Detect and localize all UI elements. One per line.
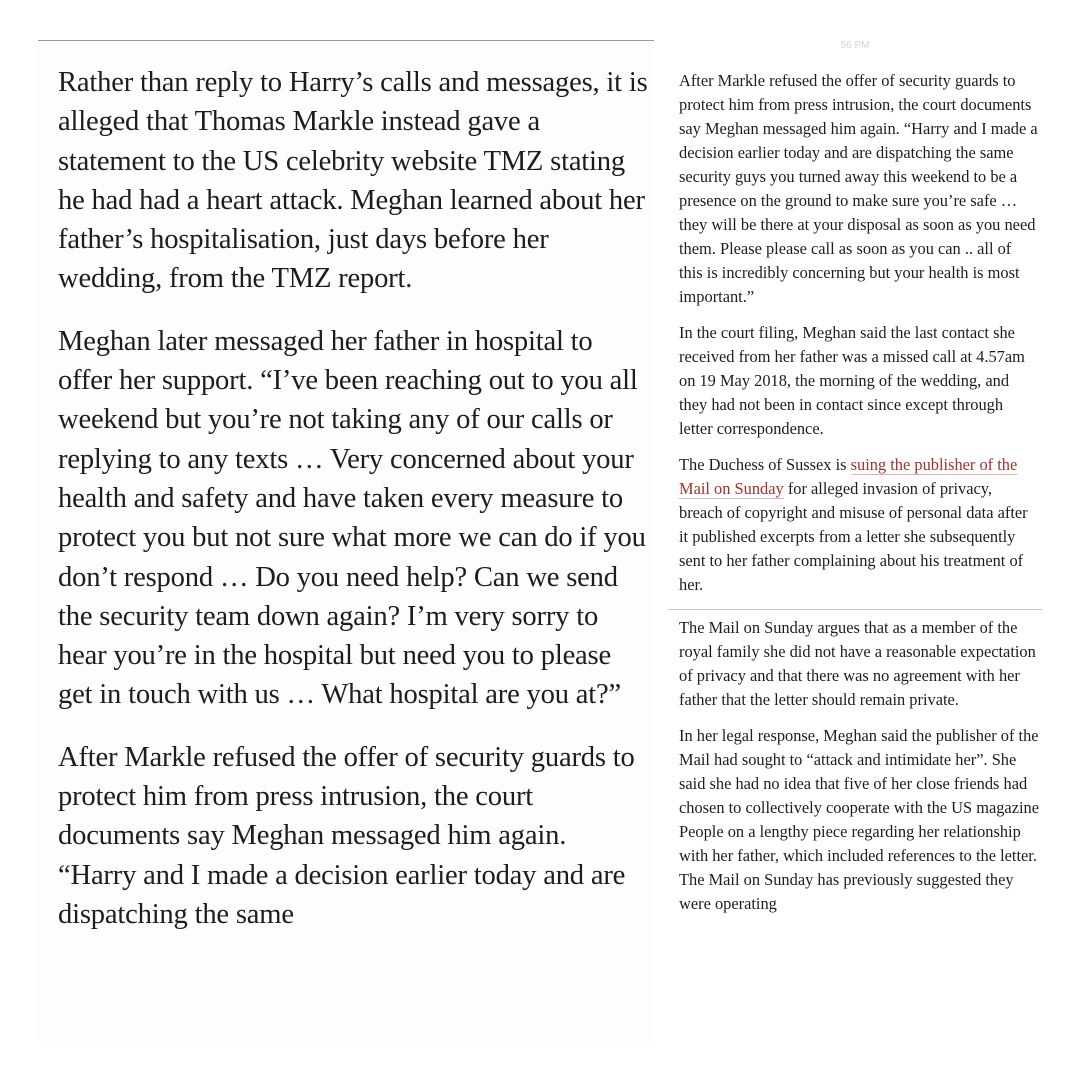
article-paragraph: After Markle refused the offer of security guards to protect him from press intrusion, the court documents say Meghan messaged him again. “Harry and I made a decision earlier today and are dispatching the same security guys you turned away this weekend to be a presence on the ground to make sure you’re safe … they will be there at your disposal as soon as you need them. Please please call as soon as you can .. all of this is incredibly concerning but your health is most important.” bbox=[679, 71, 1038, 306]
left-article-screenshot bbox=[38, 40, 654, 1041]
text-before-link: The Duchess of Sussex is bbox=[679, 455, 851, 474]
article-paragraph: The Mail on Sunday argues that as a member of the royal family she did not have a reasonable expectation of privacy and that there was no agreement with her father that the letter should remain private. bbox=[679, 618, 1036, 709]
status-bar bbox=[668, 40, 1042, 56]
divider bbox=[668, 609, 1042, 610]
text-after-link: for alleged invasion of privacy, breach of copyright and misuse of personal data after it published excerpts from a letter she subsequently sent to her father complaining about his treatment of her. bbox=[679, 479, 1028, 594]
right-article-screenshot bbox=[668, 40, 1042, 1040]
article-paragraph: Meghan later messaged her father in hospital to offer her support. “I’ve been reaching out to you all weekend but you’re not taking any of our calls or replying to any texts … Very concerned about your health and safety and have taken every measure to protect you but not sure what more we can do if you don’t respond … Do you need help? Can we send the security team down again? I’m very sorry to hear you’re in the hospital but need you to please get in touch with us … What hospital are you at?” bbox=[58, 325, 646, 711]
article-paragraph-duchess bbox=[679, 453, 1039, 597]
article-paragraph: After Markle refused the offer of security guards to protect him from press intrusion, the court documents say Meghan messaged him again. “Harry and I made a decision earlier today and are dispatching the same bbox=[58, 741, 635, 930]
article-paragraph: In her legal response, Meghan said the publisher of the Mail had sought to “attack and intimidate her”. She said she had no idea that five of her close friends had chosen to collectively cooperate with the US magazine People on a lengthy piece regarding her relationship with her father, which included references to the letter. The Mail on Sunday has previously suggested they were operating bbox=[679, 726, 1040, 913]
suing-publisher-link[interactable]: suing the publisher of the Mail on Sunday bbox=[679, 455, 1018, 498]
article-paragraph: Rather than reply to Harry’s calls and messages, it is alleged that Thomas Markle instead gave a statement to the US celebrity website TMZ stating he had had a heart attack. Meghan learned about her father’s hospitalisation, just days before her wedding, from the TMZ report. bbox=[58, 67, 648, 295]
article-paragraph: In the court filing, Meghan said the last contact she received from her father was a missed call at 4.57am on 19 May 2018, the morning of the wedding, and they had not been in contact since except through letter correspondence. bbox=[679, 323, 1025, 438]
status-time: 56 PM bbox=[840, 40, 870, 51]
